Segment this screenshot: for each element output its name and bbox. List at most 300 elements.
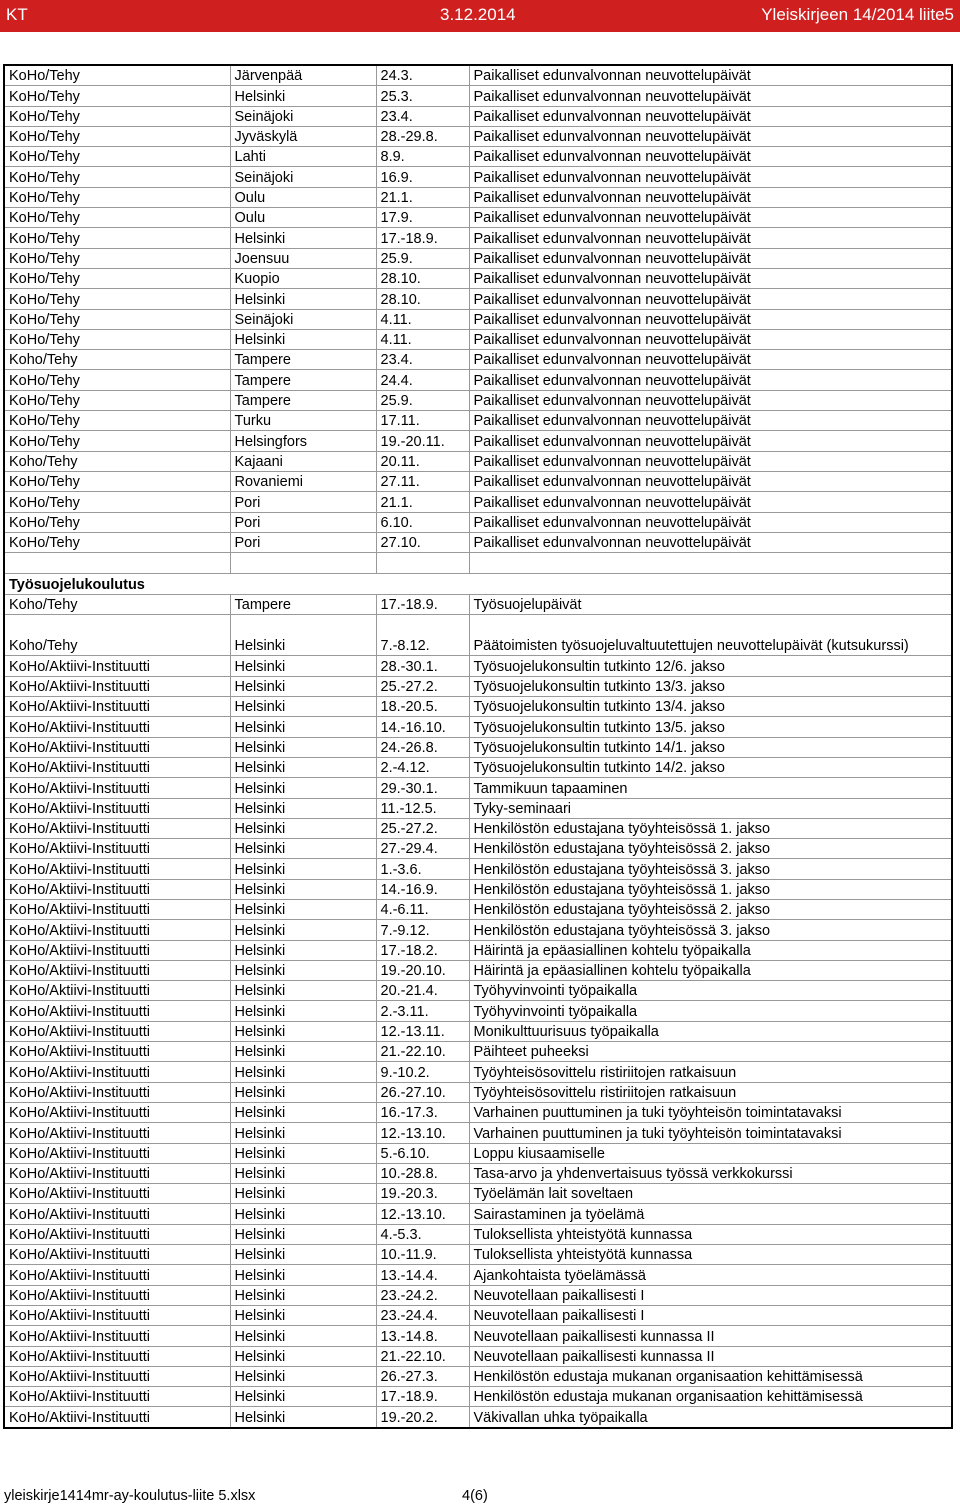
cell-location: Helsinki: [230, 1407, 376, 1428]
cell-organizer: KoHo/Aktiivi-Instituutti: [4, 676, 230, 696]
cell-date: 25.3.: [376, 86, 469, 106]
cell-date: 7.-8.12.: [376, 615, 469, 656]
cell-date: 17.11.: [376, 411, 469, 431]
footer-filename: yleiskirje1414mr-ay-koulutus-liite 5.xlsx: [4, 1488, 256, 1504]
cell-description: Häirintä ja epäasiallinen kohtelu työpaikalla: [469, 940, 952, 960]
cell-description: Työsuojelukonsultin tutkinto 13/3. jakso: [469, 676, 952, 696]
cell-organizer: KoHo/Aktiivi-Instituutti: [4, 1042, 230, 1062]
table-row: [4, 289, 952, 309]
table-row: [4, 1407, 952, 1428]
cell-organizer: KoHo/Aktiivi-Instituutti: [4, 1163, 230, 1183]
cell-organizer: KoHo/Aktiivi-Instituutti: [4, 818, 230, 838]
cell-location: Helsinki: [230, 1265, 376, 1285]
section2-header: [4, 574, 952, 595]
cell-location: Oulu: [230, 187, 376, 207]
cell-description: Häirintä ja epäasiallinen kohtelu työpaikalla: [469, 960, 952, 980]
cell-description: Tyky-seminaari: [469, 798, 952, 818]
table-row: [4, 329, 952, 349]
cell-description: Työelämän lait soveltaen: [469, 1184, 952, 1204]
cell-location: Helsinki: [230, 1184, 376, 1204]
cell-description: Neuvotellaan paikallisesti kunnassa II: [469, 1326, 952, 1346]
cell-date: 24.3.: [376, 65, 469, 86]
cell-date: 12.-13.10.: [376, 1204, 469, 1224]
cell-organizer: KoHo/Aktiivi-Instituutti: [4, 920, 230, 940]
cell-date: 24.-26.8.: [376, 737, 469, 757]
cell-location: Helsinki: [230, 1245, 376, 1265]
cell-date: 4.-5.3.: [376, 1224, 469, 1244]
cell-description: Varhainen puuttuminen ja tuki työyhteisön toimintatavaksi: [469, 1102, 952, 1122]
table-row: [4, 106, 952, 126]
cell-date: 4.11.: [376, 329, 469, 349]
cell-date: 25.-27.2.: [376, 818, 469, 838]
cell-organizer: KoHo/Aktiivi-Instituutti: [4, 1082, 230, 1102]
cell-organizer: KoHo/Aktiivi-Instituutti: [4, 1102, 230, 1122]
cell-description: Paikalliset edunvalvonnan neuvottelupäivät: [469, 228, 952, 248]
cell-organizer: KoHo/Tehy: [4, 228, 230, 248]
table-row: [4, 350, 952, 370]
cell-location: Helsinki: [230, 228, 376, 248]
cell-date: 23.4.: [376, 350, 469, 370]
cell-date: 24.4.: [376, 370, 469, 390]
cell-organizer: KoHo/Tehy: [4, 390, 230, 410]
cell-organizer: KoHo/Aktiivi-Instituutti: [4, 859, 230, 879]
cell-organizer: KoHo/Tehy: [4, 208, 230, 228]
cell-date: 9.-10.2.: [376, 1062, 469, 1082]
cell-description: Paikalliset edunvalvonnan neuvottelupäivät: [469, 390, 952, 410]
cell-date: 19.-20.2.: [376, 1407, 469, 1428]
cell-description: Henkilöstön edustaja mukanan organisaation kehittämisessä: [469, 1366, 952, 1386]
cell-description: Paikalliset edunvalvonnan neuvottelupäivät: [469, 187, 952, 207]
table-row: [4, 512, 952, 532]
cell-organizer: KoHo/Aktiivi-Instituutti: [4, 1204, 230, 1224]
cell-date: 27.-29.4.: [376, 839, 469, 859]
cell-date: 4.-6.11.: [376, 899, 469, 919]
cell-description: Paikalliset edunvalvonnan neuvottelupäivät: [469, 350, 952, 370]
cell-description: Henkilöstön edustajana työyhteisössä 3. jakso: [469, 859, 952, 879]
cell-date: 19.-20.10.: [376, 960, 469, 980]
table-row: [4, 1123, 952, 1143]
cell-organizer: KoHo/Aktiivi-Instituutti: [4, 1184, 230, 1204]
cell-organizer: Koho/Tehy: [4, 350, 230, 370]
cell-location: Helsinki: [230, 717, 376, 737]
table-row: [4, 411, 952, 431]
cell-description: Paikalliset edunvalvonnan neuvottelupäivät: [469, 492, 952, 512]
table-row: [4, 839, 952, 859]
cell-location: Pori: [230, 532, 376, 552]
cell-date: 19.-20.11.: [376, 431, 469, 451]
cell-date: 29.-30.1.: [376, 778, 469, 798]
cell-location: Helsinki: [230, 981, 376, 1001]
cell-date: 14.-16.10.: [376, 717, 469, 737]
cell-description: Monikulttuurisuus työpaikalla: [469, 1021, 952, 1041]
cell-description: Henkilöstön edustajana työyhteisössä 2. jakso: [469, 899, 952, 919]
cell-date: 13.-14.4.: [376, 1265, 469, 1285]
cell-location: Helsinki: [230, 697, 376, 717]
table-row: [4, 228, 952, 248]
cell-organizer: KoHo/Aktiivi-Instituutti: [4, 778, 230, 798]
cell-description: Työsuojelukonsultin tutkinto 13/5. jakso: [469, 717, 952, 737]
table-row: [4, 940, 952, 960]
cell-date: 1.-3.6.: [376, 859, 469, 879]
cell-description: Työhyvinvointi työpaikalla: [469, 981, 952, 1001]
cell-organizer: KoHo/Aktiivi-Instituutti: [4, 899, 230, 919]
cell-organizer: KoHo/Aktiivi-Instituutti: [4, 1346, 230, 1366]
table-row: [4, 532, 952, 552]
cell-date: 13.-14.8.: [376, 1326, 469, 1346]
cell-date: 2.-4.12.: [376, 757, 469, 777]
cell-description: Tammikuun tapaaminen: [469, 778, 952, 798]
cell-description: Paikalliset edunvalvonnan neuvottelupäivät: [469, 65, 952, 86]
table-row: [4, 859, 952, 879]
table-row: [4, 1102, 952, 1122]
page-header: [0, 0, 960, 32]
cell-description: Paikalliset edunvalvonnan neuvottelupäivät: [469, 106, 952, 126]
cell-location: Kuopio: [230, 268, 376, 288]
table-row: [4, 717, 952, 737]
cell-description: Työsuojelupäivät: [469, 595, 952, 615]
cell-organizer: KoHo/Aktiivi-Instituutti: [4, 1224, 230, 1244]
table-row: [4, 1062, 952, 1082]
table-row: [4, 1346, 952, 1366]
cell-description: Varhainen puuttuminen ja tuki työyhteisön toimintatavaksi: [469, 1123, 952, 1143]
cell-organizer: KoHo/Aktiivi-Instituutti: [4, 1062, 230, 1082]
table-row: [4, 737, 952, 757]
cell-organizer: KoHo/Tehy: [4, 65, 230, 86]
header-left-label: KT: [6, 5, 28, 24]
cell-date: 17.9.: [376, 208, 469, 228]
cell-date: 27.11.: [376, 471, 469, 491]
cell-location: Helsinki: [230, 778, 376, 798]
cell-description: Väkivallan uhka työpaikalla: [469, 1407, 952, 1428]
cell-description: Työyhteisösovittelu ristiriitojen ratkaisuun: [469, 1062, 952, 1082]
cell-organizer: KoHo/Tehy: [4, 431, 230, 451]
cell-organizer: KoHo/Tehy: [4, 268, 230, 288]
cell-location: Seinäjoki: [230, 106, 376, 126]
table-row: [4, 960, 952, 980]
cell-location: Helsinki: [230, 1143, 376, 1163]
cell-description: Työsuojelukonsultin tutkinto 14/2. jakso: [469, 757, 952, 777]
table-row: [4, 268, 952, 288]
table-row: [4, 1245, 952, 1265]
cell-location: Joensuu: [230, 248, 376, 268]
cell-organizer: KoHo/Tehy: [4, 492, 230, 512]
cell-location: Turku: [230, 411, 376, 431]
cell-organizer: KoHo/Tehy: [4, 370, 230, 390]
cell-location: Helsinki: [230, 757, 376, 777]
table-row: [4, 656, 952, 676]
cell-description: Paikalliset edunvalvonnan neuvottelupäivät: [469, 370, 952, 390]
section2-body: [4, 595, 952, 1428]
cell-organizer: KoHo/Aktiivi-Instituutti: [4, 1407, 230, 1428]
cell-date: 12.-13.11.: [376, 1021, 469, 1041]
cell-location: Helsinki: [230, 615, 376, 656]
cell-location: Helsinki: [230, 818, 376, 838]
cell-location: Kajaani: [230, 451, 376, 471]
table-row: [4, 86, 952, 106]
table-row: [4, 471, 952, 491]
cell-description: Päätoimisten työsuojeluvaltuutettujen neuvottelupäivät (kutsukurssi): [469, 615, 952, 656]
table-row: [4, 1387, 952, 1407]
cell-date: 4.11.: [376, 309, 469, 329]
table-row: [4, 431, 952, 451]
cell-location: Helsinki: [230, 1326, 376, 1346]
cell-description: Neuvotellaan paikallisesti I: [469, 1305, 952, 1325]
cell-location: Helsinki: [230, 1285, 376, 1305]
cell-date: 8.9.: [376, 147, 469, 167]
cell-description: Henkilöstön edustaja mukanan organisaation kehittämisessä: [469, 1387, 952, 1407]
table-row: [4, 1285, 952, 1305]
cell-description: Tuloksellista yhteistyötä kunnassa: [469, 1245, 952, 1265]
table-row: [4, 390, 952, 410]
cell-location: Helsinki: [230, 879, 376, 899]
table-row: [4, 1204, 952, 1224]
cell-description: Paikalliset edunvalvonnan neuvottelupäivät: [469, 512, 952, 532]
cell-description: Henkilöstön edustajana työyhteisössä 3. jakso: [469, 920, 952, 940]
table-row: [4, 126, 952, 146]
table-row: [4, 167, 952, 187]
cell-description: Paikalliset edunvalvonnan neuvottelupäivät: [469, 167, 952, 187]
cell-description: Paikalliset edunvalvonnan neuvottelupäivät: [469, 309, 952, 329]
table-row: [4, 879, 952, 899]
cell-location: Helsinki: [230, 960, 376, 980]
table-row: [4, 1265, 952, 1285]
table-row: [4, 1366, 952, 1386]
table-row: [4, 309, 952, 329]
table-row: [4, 1224, 952, 1244]
table-row: [4, 248, 952, 268]
cell-location: Helsinki: [230, 920, 376, 940]
cell-location: Helsinki: [230, 86, 376, 106]
table-row: [4, 1082, 952, 1102]
cell-location: Helsinki: [230, 1204, 376, 1224]
table-row: [4, 65, 952, 86]
table-row: [4, 1042, 952, 1062]
cell-date: 16.-17.3.: [376, 1102, 469, 1122]
table-row: [4, 147, 952, 167]
cell-organizer: KoHo/Aktiivi-Instituutti: [4, 940, 230, 960]
footer-page-number: 4(6): [462, 1488, 488, 1504]
cell-organizer: KoHo/Tehy: [4, 106, 230, 126]
cell-description: Paikalliset edunvalvonnan neuvottelupäivät: [469, 471, 952, 491]
cell-organizer: KoHo/Tehy: [4, 532, 230, 552]
cell-description: Työsuojelukonsultin tutkinto 14/1. jakso: [469, 737, 952, 757]
cell-date: 7.-9.12.: [376, 920, 469, 940]
cell-location: Helsinki: [230, 1387, 376, 1407]
table-row: [4, 1163, 952, 1183]
cell-location: Tampere: [230, 595, 376, 615]
cell-location: Lahti: [230, 147, 376, 167]
cell-date: 19.-20.3.: [376, 1184, 469, 1204]
cell-description: Tuloksellista yhteistyötä kunnassa: [469, 1224, 952, 1244]
cell-description: Tasa-arvo ja yhdenvertaisuus työssä verkkokurssi: [469, 1163, 952, 1183]
cell-organizer: KoHo/Aktiivi-Instituutti: [4, 1387, 230, 1407]
cell-location: Rovaniemi: [230, 471, 376, 491]
cell-organizer: KoHo/Aktiivi-Instituutti: [4, 1326, 230, 1346]
cell-location: Tampere: [230, 350, 376, 370]
cell-organizer: KoHo/Aktiivi-Instituutti: [4, 1143, 230, 1163]
table-row: [4, 595, 952, 615]
cell-location: Helsinki: [230, 1224, 376, 1244]
cell-date: 25.9.: [376, 248, 469, 268]
cell-description: Työsuojelukonsultin tutkinto 12/6. jakso: [469, 656, 952, 676]
cell-date: 14.-16.9.: [376, 879, 469, 899]
cell-date: 21.1.: [376, 187, 469, 207]
cell-date: 17.-18.9.: [376, 595, 469, 615]
cell-location: Helsinki: [230, 1123, 376, 1143]
table-row: [4, 1143, 952, 1163]
cell-date: 6.10.: [376, 512, 469, 532]
cell-organizer: Koho/Tehy: [4, 615, 230, 656]
cell-location: Tampere: [230, 370, 376, 390]
table-row: [4, 370, 952, 390]
cell-organizer: KoHo/Tehy: [4, 187, 230, 207]
cell-date: 16.9.: [376, 167, 469, 187]
table-row: [4, 1326, 952, 1346]
cell-organizer: KoHo/Aktiivi-Instituutti: [4, 697, 230, 717]
cell-description: Paikalliset edunvalvonnan neuvottelupäivät: [469, 268, 952, 288]
cell-description: Paikalliset edunvalvonnan neuvottelupäivät: [469, 431, 952, 451]
cell-date: 23.4.: [376, 106, 469, 126]
section1-body: [4, 65, 952, 553]
cell-location: Helsinki: [230, 1082, 376, 1102]
cell-organizer: KoHo/Aktiivi-Instituutti: [4, 839, 230, 859]
cell-organizer: KoHo/Aktiivi-Instituutti: [4, 981, 230, 1001]
cell-date: 10.-11.9.: [376, 1245, 469, 1265]
cell-organizer: KoHo/Aktiivi-Instituutti: [4, 1245, 230, 1265]
cell-organizer: Koho/Tehy: [4, 451, 230, 471]
table-row: [4, 798, 952, 818]
header-date: 3.12.2014: [440, 5, 516, 24]
cell-location: Helsinki: [230, 859, 376, 879]
cell-organizer: KoHo/Tehy: [4, 86, 230, 106]
cell-description: Henkilöstön edustajana työyhteisössä 1. jakso: [469, 818, 952, 838]
cell-description: Työsuojelukonsultin tutkinto 13/4. jakso: [469, 697, 952, 717]
cell-date: 26.-27.10.: [376, 1082, 469, 1102]
cell-description: Henkilöstön edustajana työyhteisössä 2. jakso: [469, 839, 952, 859]
cell-location: Järvenpää: [230, 65, 376, 86]
cell-organizer: KoHo/Aktiivi-Instituutti: [4, 960, 230, 980]
cell-date: 5.-6.10.: [376, 1143, 469, 1163]
cell-organizer: KoHo/Aktiivi-Instituutti: [4, 656, 230, 676]
cell-date: 20.11.: [376, 451, 469, 471]
cell-organizer: KoHo/Tehy: [4, 411, 230, 431]
cell-description: Paikalliset edunvalvonnan neuvottelupäivät: [469, 86, 952, 106]
cell-date: 26.-27.3.: [376, 1366, 469, 1386]
cell-description: Henkilöstön edustajana työyhteisössä 1. jakso: [469, 879, 952, 899]
table-row: [4, 920, 952, 940]
cell-date: 21.-22.10.: [376, 1346, 469, 1366]
cell-location: Helsinki: [230, 1062, 376, 1082]
table-row: [4, 187, 952, 207]
cell-date: 23.-24.2.: [376, 1285, 469, 1305]
cell-description: Paikalliset edunvalvonnan neuvottelupäivät: [469, 329, 952, 349]
table-row: [4, 1001, 952, 1021]
cell-organizer: KoHo/Aktiivi-Instituutti: [4, 717, 230, 737]
cell-organizer: KoHo/Aktiivi-Instituutti: [4, 1366, 230, 1386]
cell-organizer: KoHo/Tehy: [4, 512, 230, 532]
table-row: [4, 451, 952, 471]
cell-date: 28.10.: [376, 289, 469, 309]
cell-description: Paikalliset edunvalvonnan neuvottelupäivät: [469, 411, 952, 431]
header-right-label: Yleiskirjeen 14/2014 liite5: [761, 5, 954, 24]
cell-organizer: KoHo/Aktiivi-Instituutti: [4, 879, 230, 899]
cell-date: 28.-29.8.: [376, 126, 469, 146]
cell-organizer: Koho/Tehy: [4, 595, 230, 615]
cell-description: Työhyvinvointi työpaikalla: [469, 1001, 952, 1021]
cell-description: Paikalliset edunvalvonnan neuvottelupäivät: [469, 208, 952, 228]
cell-date: 28.-30.1.: [376, 656, 469, 676]
cell-location: Helsinki: [230, 1346, 376, 1366]
cell-organizer: KoHo/Aktiivi-Instituutti: [4, 1021, 230, 1041]
cell-location: Helsinki: [230, 1163, 376, 1183]
cell-location: Helsinki: [230, 1021, 376, 1041]
cell-date: 25.-27.2.: [376, 676, 469, 696]
cell-organizer: KoHo/Tehy: [4, 329, 230, 349]
course-table: [3, 64, 953, 1429]
cell-location: Jyväskylä: [230, 126, 376, 146]
cell-location: Helsingfors: [230, 431, 376, 451]
cell-location: Helsinki: [230, 1305, 376, 1325]
cell-location: Helsinki: [230, 899, 376, 919]
cell-date: 21.1.: [376, 492, 469, 512]
cell-description: Paikalliset edunvalvonnan neuvottelupäivät: [469, 126, 952, 146]
cell-date: 17.-18.9.: [376, 228, 469, 248]
table-row: [4, 615, 952, 656]
cell-location: Helsinki: [230, 329, 376, 349]
table-row: [4, 208, 952, 228]
cell-organizer: KoHo/Aktiivi-Instituutti: [4, 798, 230, 818]
cell-date: 20.-21.4.: [376, 981, 469, 1001]
cell-date: 10.-28.8.: [376, 1163, 469, 1183]
cell-location: Helsinki: [230, 1366, 376, 1386]
cell-organizer: KoHo/Aktiivi-Instituutti: [4, 1305, 230, 1325]
cell-description: Työyhteisösovittelu ristiriitojen ratkaisuun: [469, 1082, 952, 1102]
table-row: [4, 757, 952, 777]
cell-organizer: KoHo/Aktiivi-Instituutti: [4, 1285, 230, 1305]
cell-organizer: KoHo/Aktiivi-Instituutti: [4, 737, 230, 757]
cell-organizer: KoHo/Aktiivi-Instituutti: [4, 1001, 230, 1021]
cell-description: Sairastaminen ja työelämä: [469, 1204, 952, 1224]
cell-date: 17.-18.9.: [376, 1387, 469, 1407]
cell-location: Helsinki: [230, 1042, 376, 1062]
cell-date: 23.-24.4.: [376, 1305, 469, 1325]
cell-location: Oulu: [230, 208, 376, 228]
cell-date: 28.10.: [376, 268, 469, 288]
cell-description: Paikalliset edunvalvonnan neuvottelupäivät: [469, 289, 952, 309]
cell-description: Paikalliset edunvalvonnan neuvottelupäivät: [469, 248, 952, 268]
cell-date: 11.-12.5.: [376, 798, 469, 818]
cell-organizer: KoHo/Tehy: [4, 126, 230, 146]
table-row: [4, 1305, 952, 1325]
cell-date: 2.-3.11.: [376, 1001, 469, 1021]
cell-description: Paikalliset edunvalvonnan neuvottelupäivät: [469, 451, 952, 471]
cell-location: Pori: [230, 512, 376, 532]
cell-date: 25.9.: [376, 390, 469, 410]
cell-location: Tampere: [230, 390, 376, 410]
cell-organizer: KoHo/Tehy: [4, 471, 230, 491]
table-row: [4, 818, 952, 838]
table-row: [4, 676, 952, 696]
section-gap: [4, 553, 952, 574]
cell-date: 12.-13.10.: [376, 1123, 469, 1143]
cell-location: Seinäjoki: [230, 309, 376, 329]
cell-organizer: KoHo/Tehy: [4, 167, 230, 187]
cell-location: Helsinki: [230, 1102, 376, 1122]
table-row: [4, 697, 952, 717]
cell-description: Päihteet puheeksi: [469, 1042, 952, 1062]
table-row: [4, 1021, 952, 1041]
cell-organizer: KoHo/Tehy: [4, 147, 230, 167]
